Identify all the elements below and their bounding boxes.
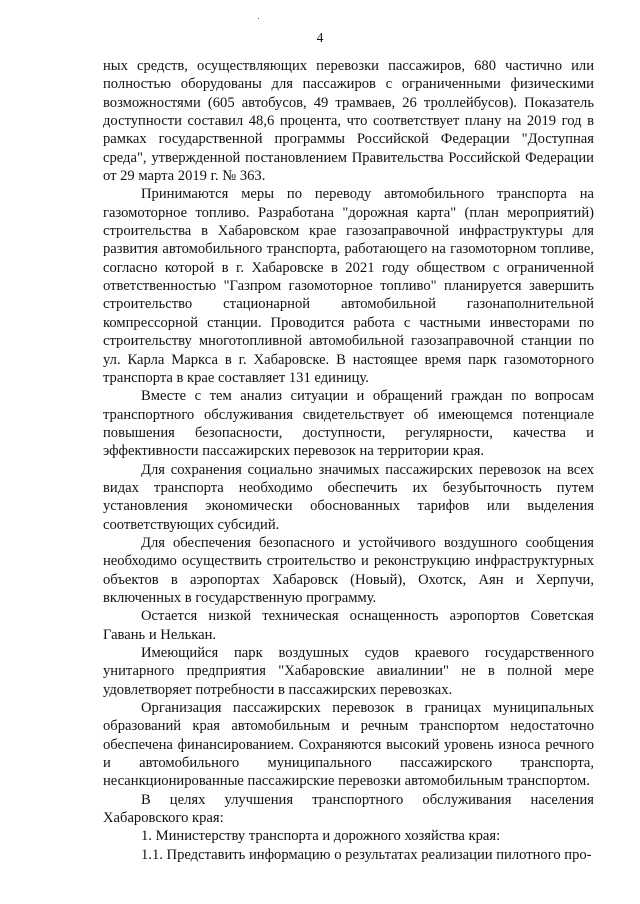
document-body: [103, 57, 594, 864]
paragraph-improvement-intro: В целях улучшения транспортного обслуживания населения Хабаровского края:: [103, 791, 594, 827]
paragraph-aircraft-fleet: Имеющийся парк воздушных судов краевого государственного унитарного предприятия "Хабаровские авиалинии" не в полной мере удовлетворяет потребности в пассажирских перевозках.: [103, 645, 594, 698]
list-item-1-1: 1.1. Представить информацию о результатах реализации пилотного про-: [141, 846, 592, 863]
paragraph-analysis: Вместе с тем анализ ситуации и обращений граждан по вопросам транспортного обслуживания свидетельствует об имеющемся потенциале повышения безопасности, доступности, регулярности, качества и эффективности пассажирских перевозок на территории края.: [103, 388, 594, 460]
scan-speck: [258, 18, 259, 19]
paragraph-municipal-transport: Организация пассажирских перевозок в границах муниципальных образований края автомобильным и речным транспортом недостаточно обеспечена финансированием. Сохраняются высокий уровень износа речного и автомобильного муниципального пассажирского транспорта, несанкционированные пассажирские перевозки автомобильным транспортом.: [103, 700, 594, 790]
page-number: 4: [316, 30, 324, 45]
list-item-ministry: 1. Министерству транспорта и дорожного хозяйства края:: [141, 828, 501, 845]
paragraph-gas-fuel: Принимаются меры по переводу автомобильного транспорта на газомоторное топливо. Разработана "дорожная карта" (план мероприятий) строительства в Хабаровском крае газозаправочной инфраструктуры для развития автомобильного транспорта, работающего на газомоторном топливе, согласно которой в г. Хабаровске в 2021 году обществом с ограниченной ответственностью "Газпром газомоторное топливо" планируется завершить строительство стационарной автомобильной газонаполнительной компрессорной станции. Проводится работа с частными инвесторами по строительству многотопливной автомобильной газозаправочной станции по ул. Карла Маркса в г. Хабаровске. В настоящее время парк газомоторного транспорта в крае составляет 131 единицу.: [103, 186, 594, 386]
paragraph-continuation: ных средств, осуществляющих перевозки пассажиров, 680 частично или полностью оборудованы для пассажиров с ограниченными физическими возможностями (605 автобусов, 49 трамваев, 26 троллейбусов). Показатель доступности составил 48,6 процента, что соответствует плану на 2019 год в рамках государственной программы Российской Федерации "Доступная среда", утвержденной постановлением Правительства Российской Федерации от 29 марта 2019 г. № 363.: [103, 58, 594, 185]
paragraph-airports: Для обеспечения безопасного и устойчивого воздушного сообщения необходимо осуществить строительство и реконструкцию инфраструктурных объектов в аэропортах Хабаровск (Новый), Охотск, Аян и Херпучи, включенных в государственную программу.: [103, 534, 594, 606]
paragraph-equipment: Остается низкой техническая оснащенность аэропортов Советская Гавань и Нелькан.: [103, 608, 594, 643]
paragraph-subsidies: Для сохранения социально значимых пассажирских перевозок на всех видах транспорта необходимо обеспечить их безубыточность путем установления экономически обоснованных тарифов или выделения соответствующих субсидий.: [103, 461, 594, 533]
